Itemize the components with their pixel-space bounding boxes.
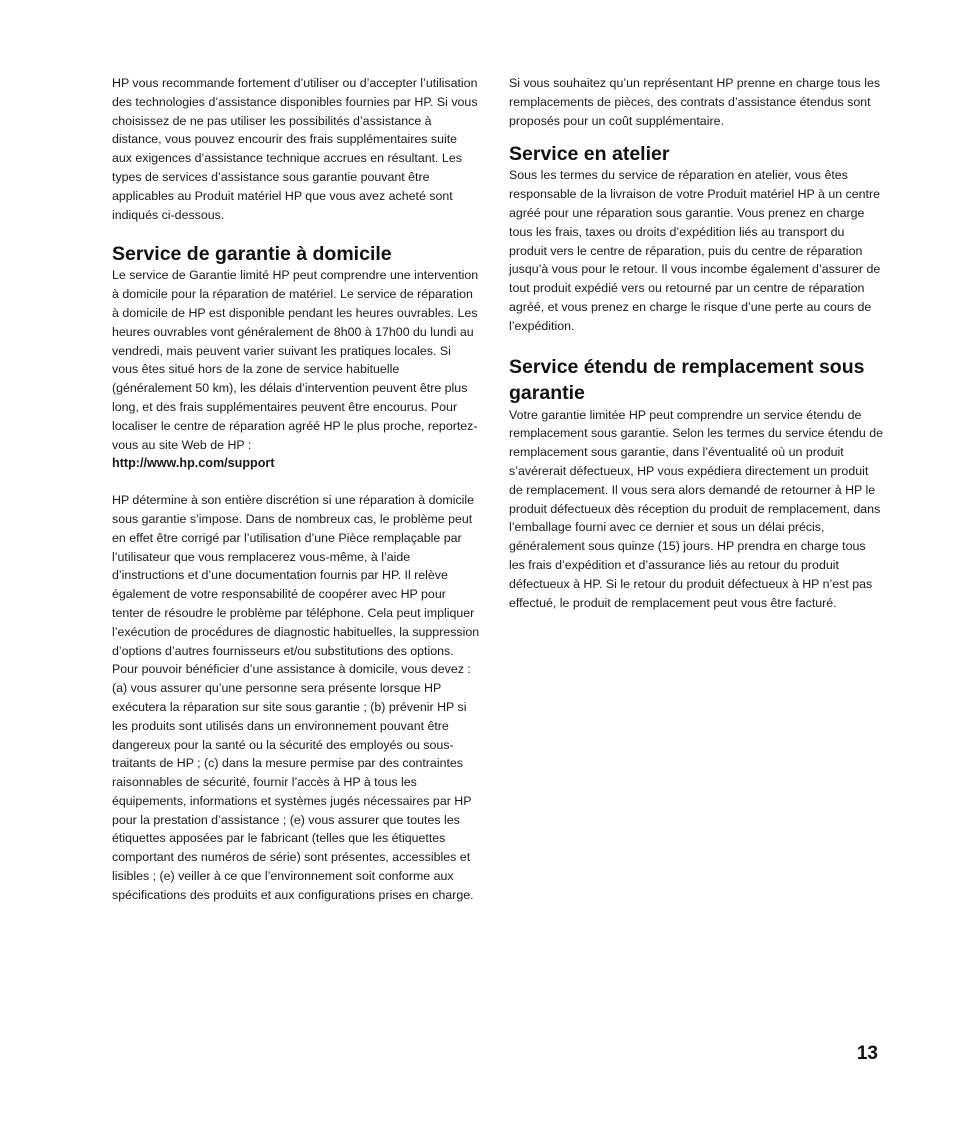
heading-onsite-service: Service de garantie à domicile <box>112 243 392 266</box>
carry-in-service-paragraph: Sous les termes du service de réparation en atelier, vous êtes responsable de la livraison de votre Produit matériel HP à un centre agréé pour une réparation sous garantie. Vous prenez en charge tous les frais, taxes ou droits d’expédition liés au transport du produit vers le centre de réparation, puis du centre de réparation jusqu’à vous pour le retour. Il vous incombe également d’assurer de tout produit expédié vers ou retourné par un centre de réparation agréé, et vous prenez en charge le risque d’une perte au cours de l’expédition. <box>509 168 881 333</box>
heading-exchange-service: Service étendu de remplacement sous garantie <box>509 355 865 404</box>
support-url-link[interactable]: http://www.hp.com/support <box>112 456 275 471</box>
extended-contracts-paragraph: Si vous souhaitez qu’un représentant HP prenne en charge tous les remplacements de pièces, des contrats d’assistance étendus sont proposés pour un coût supplémentaire. <box>509 76 881 128</box>
onsite-discretion-paragraph: HP détermine à son entière discrétion si une réparation à domicile sous garantie s’impose. Dans de nombreux cas, le problème peut en effet être corrigé par l’utilisation d’une Pièce remplaçable par l’utilisateur que vous remplacerez vous-même, à l’aide d’instructions et d’une documentation fournis par HP. Il relève également de votre responsabilité de coopérer avec HP pour tenter de résoudre le problème par téléphone. Cela peut impliquer l’exécution de procédures de diagnostic habituelles, la suppression d’options d’autres fournisseurs et/ou substitutions des options. Pour pouvoir bénéficier d’une assistance à domicile, vous devez : (a) vous assurer qu’une personne sera présente lorsque HP exécutera la réparation sur site sous garantie ; (b) prévenir HP si les produits sont utilisés dans un environnement pouvant être dangereux pour la santé ou la sécurité des employés ou sous-traitants de HP ; (c) dans la mesure permise par des contraintes raisonnables de sécurité, fournir l’accès à HP à tous les équipements, informations et systèmes jugés nécessaires par HP pour la prestation d’assistance ; (e) vous assurer que toutes les étiquettes apposées par le fabricant (telles que les étiquettes comportant des numéros de série) sont présentes, accessibles et lisibles ; (e) veiller à ce que l’environnement soit conforme aux spécifications des produits et aux configurations prises en charge. <box>112 493 480 902</box>
left-column <box>112 74 480 905</box>
exchange-service-paragraph: Votre garantie limitée HP peut comprendre un service étendu de remplacement sous garantie. Selon les termes du service étendu de remplacement sous garantie, dans l’éventualité où un produit s’avérerait défectueux, HP vous expédiera directement un produit de remplacement. Il vous sera alors demandé de retourner à HP le produit défectueux dès réception du produit de remplacement, dans l’emballage fourni avec ce dernier et sous un délai précis, généralement sous quinze (15) jours. HP prendra en charge tous les frais d’expédition et d’assurance liés au retour du produit défectueux à HP. Si le retour du produit défectueux à HP n’est pas effectué, le produit de remplacement peut vous être facturé. <box>509 407 883 610</box>
right-column <box>509 74 883 612</box>
page-number: 13 <box>856 1043 878 1064</box>
intro-paragraph: HP vous recommande fortement d’utiliser ou d’accepter l’utilisation des technologies d’assistance disponibles fournies par HP. Si vous choisissez de ne pas utiliser les possibilités d’assistance à distance, vous pouvez encourir des frais supplémentaires suite aux exigences d’assistance technique accrues en résultant. Les types de services d’assistance sous garantie pouvant être applicables au Produit matériel HP que vous avez acheté sont indiqués ci-dessous. <box>112 76 478 222</box>
heading-carry-in-service: Service en atelier <box>509 143 670 166</box>
onsite-service-paragraph: Le service de Garantie limité HP peut comprendre une intervention à domicile pour la réparation de matériel. Le service de réparation à domicile de HP est disponible pendant les heures ouvrables. Les heures ouvrables vont généralement de 8h00 à 17h00 du lundi au vendredi, mais peuvent varier suivant les pratiques locales. Si vous êtes situé hors de la zone de service habituelle (généralement 50 km), les délais d’intervention peuvent être plus long, et des frais supplémentaires peuvent être encourus. Pour localiser le centre de réparation agréé HP le plus proche, reportez-vous au site Web de HP : <box>112 268 479 452</box>
